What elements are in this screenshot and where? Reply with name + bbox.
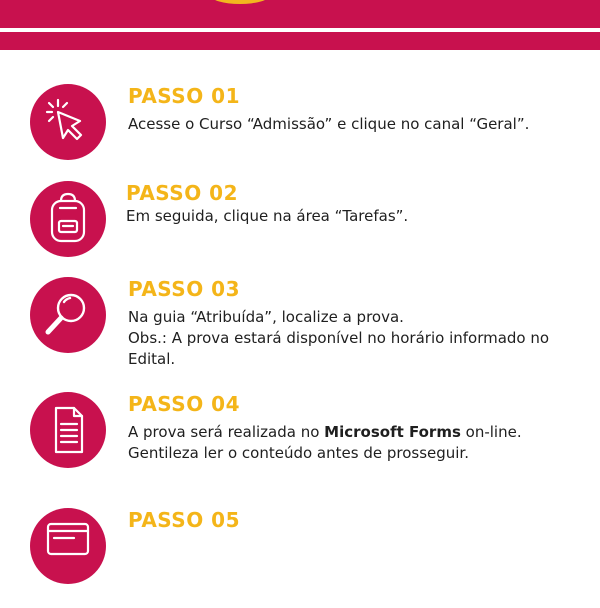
step-01-line: Acesse o Curso “Admissão” e clique no canal “Geral”. [128,115,530,133]
banner-divider [0,28,600,32]
step-04 [0,392,600,492]
step-05 [0,508,600,608]
step-05-title: PASSO 05 [128,508,241,532]
document-icon [30,392,106,468]
step-04-icon-badge [30,392,106,468]
magnifier-icon [30,277,106,353]
step-04-title: PASSO 04 [128,392,241,416]
step-05-icon-badge [30,508,106,584]
step-02-title: PASSO 02 [126,181,239,205]
step-02-description [126,206,586,227]
step-04-description [128,422,588,464]
step-03-line-2: Obs.: A prova estará disponível no horário informado no [128,329,550,347]
step-01 [0,84,600,184]
banner-highlight [210,0,270,4]
step-04-text-post: on-line. [460,423,522,441]
step-03-title: PASSO 03 [128,277,241,301]
backpack-icon [30,181,106,257]
microsoft-forms-label: Microsoft Forms [324,423,461,441]
step-02-line: Em seguida, clique na área “Tarefas”. [126,207,409,225]
step-01-description [128,114,588,135]
step-04-text-pre: A prova será realizada no [128,423,325,441]
step-02-icon-badge [30,181,106,257]
step-03-line-3: Edital. [128,350,176,368]
top-banner [0,0,600,50]
cursor-click-icon [30,84,106,160]
step-04-line-1 [128,422,588,443]
step-02 [0,181,600,281]
step-01-title: PASSO 01 [128,84,241,108]
step-03-line-1: Na guia “Atribuída”, localize a prova. [128,308,404,326]
browser-window-icon [30,508,106,584]
step-01-icon-badge [30,84,106,160]
step-03-description [128,307,588,370]
step-03-icon-badge [30,277,106,353]
step-03 [0,277,600,377]
step-04-line-2: Gentileza ler o conteúdo antes de prosseguir. [128,444,469,462]
